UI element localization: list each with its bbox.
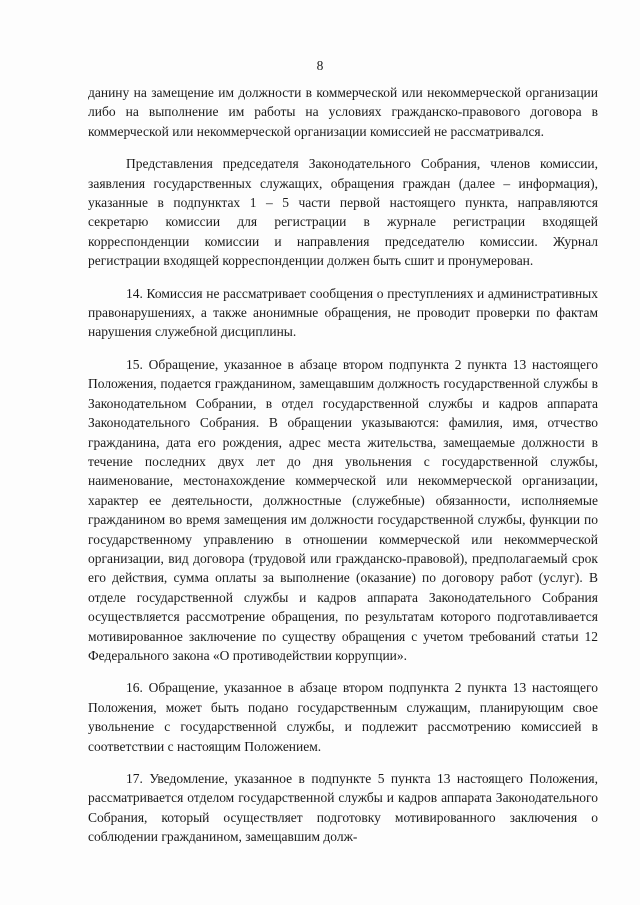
paragraph-clause-15: 15. Обращение, указанное в абзаце втором подпункта 2 пункта 13 настоящего Положения, подается гражданином, замещавшим должность государственной службы в Законодательном Собрании, в отдел государственной службы и кадров аппарата Законодательного Собрания. В обращении указываются: фамилия, имя, отчество гражданина, дата его рождения, адрес места жительства, замещаемые должности в течение последних двух лет до дня увольнения с государственной службы, наименование, местонахождение коммерческой или некоммерческой организации, характер ее деятельности, должностные (служебные) обязанности, исполняемые гражданином во время замещения им должности государственной службы, функции по государственному управлению в отношении коммерческой или некоммерческой организации, вид договора (трудовой или гражданско-правовой), предполагаемый срок его действия, сумма оплаты за выполнение (оказание) по договору работ (услуг). В отделе государственной службы и кадров аппарата Законодательного Собрания осуществляется рассмотрение обращения, по результатам которого подготавливается мотивированное заключение по существу обращения с учетом требований статьи 12 Федерального закона «О противодействии коррупции».: [88, 356, 598, 663]
paragraph-continuation: данину на замещение им должности в коммерческой или некоммерческой организации либо на выполнение им работы на условиях гражданско-правового договора в коммерческой или некоммерческой организации комиссией не рассматривался.: [88, 85, 598, 139]
paragraph-clause-14: 14. Комиссия не рассматривает сообщения о преступлениях и административных правонарушениях, а также анонимные обращения, не проводит проверки по фактам нарушения служебной дисциплины.: [88, 285, 598, 340]
paragraph-clause-17: 17. Уведомление, указанное в подпункте 5 пункта 13 настоящего Положения, рассматривается отделом государственной службы и кадров аппарата Законодательного Собрания, который осуществляет подготовку мотивированного заключения о соблюдении гражданином, замещавшим долж-: [88, 771, 598, 845]
paragraph-clause-16: 16. Обращение, указанное в абзаце втором подпункта 2 пункта 13 настоящего Положения, может быть подано государственным служащим, планирующим свое увольнение с государственной службы, и подлежит рассмотрению комиссией в соответствии с настоящим Положением.: [88, 680, 598, 754]
paragraph-representations: Представления председателя Законодательного Собрания, членов комиссии, заявления государственных служащих, обращения граждан (далее – информация), указанные в подпунктах 1 – 5 части первой настоящего пункта, направляются секретарю комиссии для регистрации в журнале регистрации входящей корреспонденции комиссии и направления председателю комиссии. Журнал регистрации входящей корреспонденции должен быть сшит и пронумерован.: [88, 156, 598, 269]
page-number: 8: [316, 58, 324, 73]
document-body: [88, 83, 598, 860]
